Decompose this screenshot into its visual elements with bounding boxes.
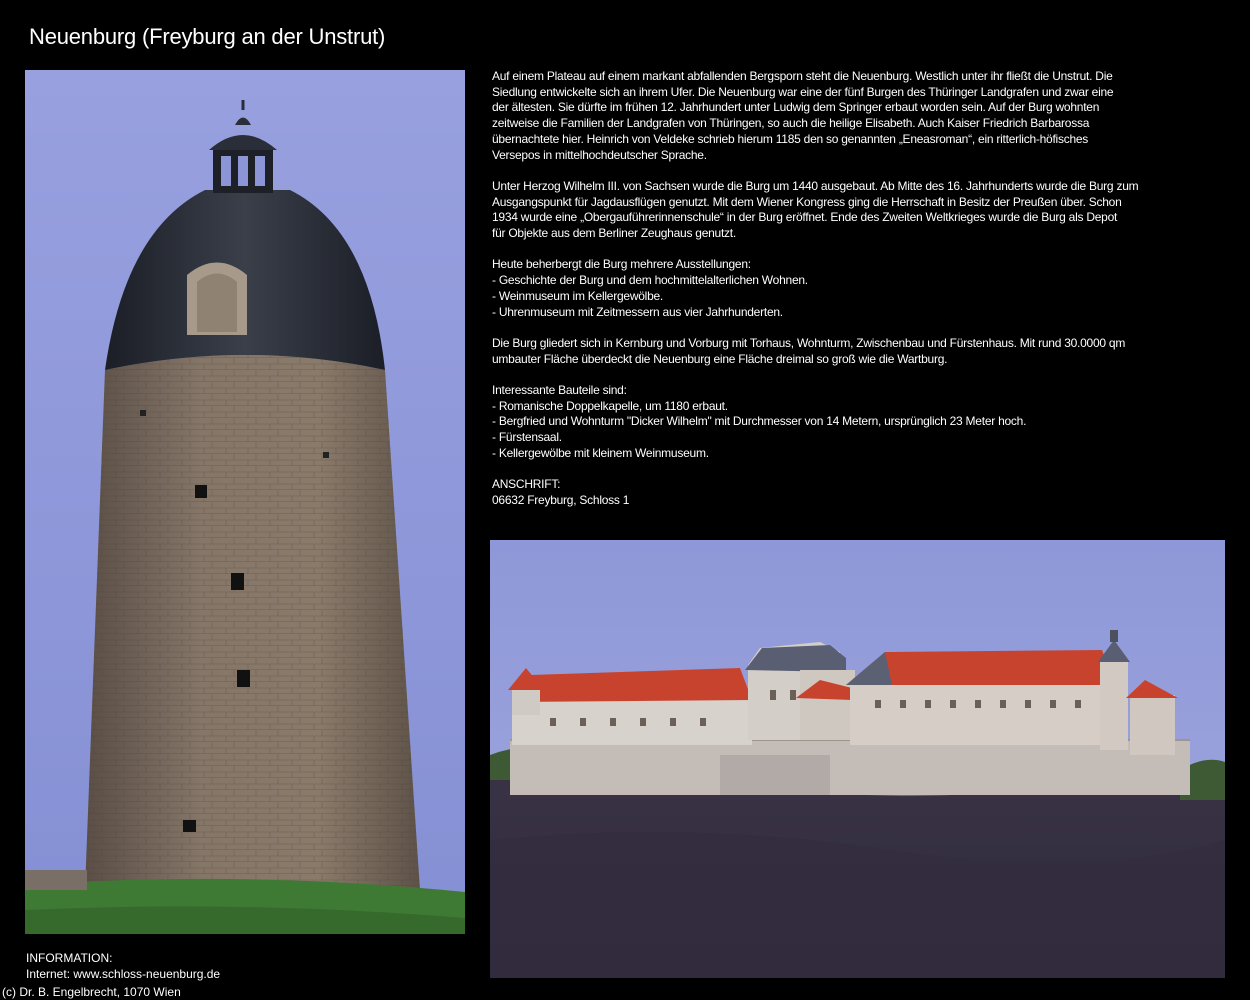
internet-link[interactable]: Internet: www.schloss-neuenburg.de	[26, 967, 221, 981]
tower-photo	[25, 70, 465, 934]
castle-photo	[490, 540, 1225, 978]
paragraph-features: Interessante Bauteile sind: - Romanische Doppelkapelle, um 1180 erbaut. - Bergfried und Wohnturm "Dicker Wilhelm" mit Durchmesser von 14 Metern, ursprünglich 23 Meter hoch. - Fürstensaal. - Kellergewölbe mit kleinem Weinmuseum.	[492, 383, 1027, 460]
paragraph-expansion: Unter Herzog Wilhelm III. von Sachsen wurde die Burg um 1440 ausgebaut. Ab Mitte des 16. Jahrhunderts wurde die Burg zum Ausgangspunkt für Jagdausflügen genutzt. Mit dem Wiener Kongress ging die Herrschaft in Besitz der Preußen über. Schon 1934 wurde eine „Obergauführerinnenschule“ in der Burg eröffnet. Ende des Zweiten Weltkrieges wurde die Burg als Depot für Objekte aus dem Berliner Zeughaus genutzt.	[492, 178, 1139, 241]
copyright-notice: (c) Dr. B. Engelbrecht, 1070 Wien	[2, 985, 181, 999]
paragraph-history: Auf einem Plateau auf einem markant abfallenden Bergsporn steht die Neuenburg. Westlich unter ihr fließt die Unstrut. Die Siedlung entwickelte sich an ihrem Ufer. Die Neuenburg war eine der fünf Burgen des Thüringer Landgrafen und zwar eine der ältesten. Sie dürfte im frühen 12. Jahrhundert unter Ludwig dem Springer erbaut worden sein. Auf der Burg wohnten zeitweise die Familien der Landgrafen von Thüringen, so auch die heilige Elisabeth. Auch Kaiser Friedrich Barbarossa übernachtete hier. Heinrich von Veldeke schrieb hierum 1185 den so genannten „Eneasroman“, ein ritterlich-höfisches Versepos in mittelhochdeutscher Sprache.	[492, 69, 1114, 162]
information-label: INFORMATION:	[26, 951, 113, 965]
page-title: Neuenburg (Freyburg an der Unstrut)	[29, 24, 386, 49]
paragraph-address: ANSCHRIFT: 06632 Freyburg, Schloss 1	[492, 477, 630, 507]
paragraph-layout: Die Burg gliedert sich in Kernburg und Vorburg mit Torhaus, Wohnturm, Zwischenbau und Fürstenhaus. Mit rund 30.0000 qm umbauter Fläche überdeckt die Neuenburg eine Fläche dreimal so groß wie die Wartburg.	[492, 335, 1126, 366]
description-text	[492, 69, 1182, 524]
paragraph-exhibitions: Heute beherbergt die Burg mehrere Ausstellungen: - Geschichte der Burg und dem hochmittelalterlichen Wohnen. - Weinmuseum im Kellergewölbe. - Uhrenmuseum mit Zeitmessern aus vier Jahrhunderten.	[492, 257, 808, 319]
